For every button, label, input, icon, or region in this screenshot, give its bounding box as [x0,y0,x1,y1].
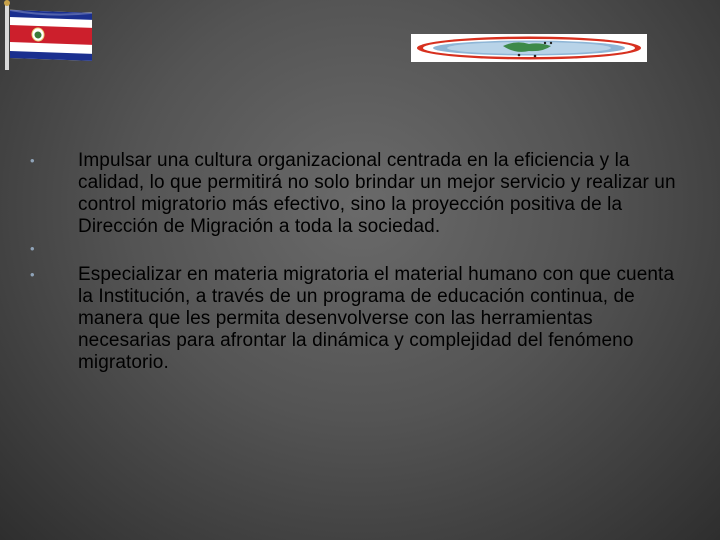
bullet-text: Impulsar una cultura organizacional centrada en la eficiencia y la calidad, lo que permitirá no solo brindar un mejor servicio y realizar un control migratorio más efectivo, sino la proyección positiva de la Dirección de Migración a toda la sociedad. [78,150,676,237]
slide-content [28,150,688,374]
migration-logo-icon [411,34,647,62]
bullet-text: Especializar en materia migratoria el material humano con que cuenta la Institución, a través de un programa de educación continua, de manera que les permita desenvolverse con las herramientas necesarias para afrontar la dinámica y complejidad del fenómeno migratorio. [78,264,675,373]
bullet-item [28,150,688,238]
bullet-item [28,264,688,374]
bullet-marker: • [30,267,35,282]
bullet-marker: • [30,241,35,256]
bullet-item [28,238,688,264]
bullet-marker: • [30,153,35,168]
costa-rica-flag-icon [2,0,98,72]
